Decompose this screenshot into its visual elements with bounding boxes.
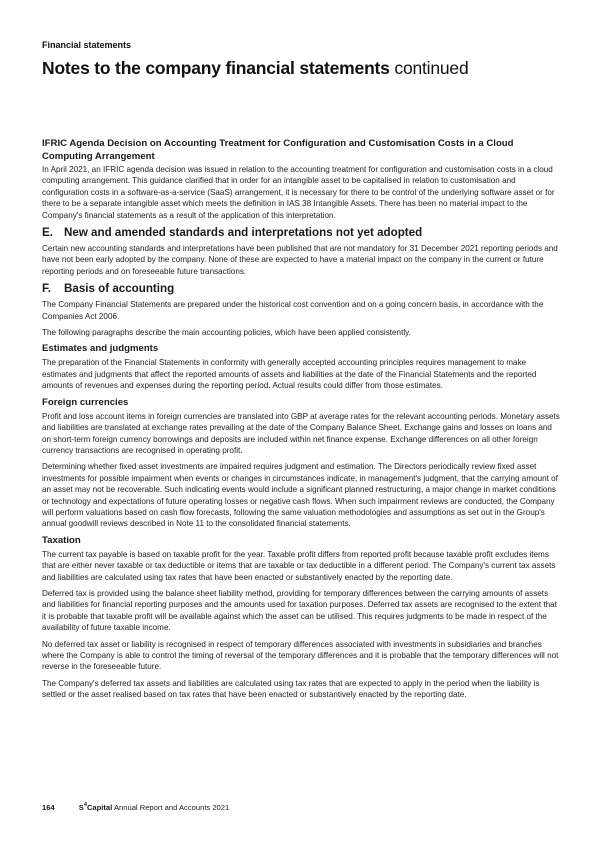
taxation-heading: Taxation xyxy=(42,534,81,546)
brand-prefix: S xyxy=(78,803,84,812)
section-e-paragraph: Certain new accounting standards and interpretations have been published that are not mandatory for 31 December 2021 reporting periods and have not been early adopted by the company. None of these are expected to have a material impact on the company in the current or future reporting periods and on foreseeable future transactions. xyxy=(42,244,558,276)
page-title-continued: continued xyxy=(394,58,469,78)
taxation-paragraph-2: Deferred tax is provided using the balance sheet liability method, providing for temporary differences between the carrying amounts of assets and liabilities for financial reporting purposes and the amounts used for taxation purposes. Deferred tax assets are recognised to the extent that it is probable that taxable profit will be available against which the asset can be utilised. This requires judgments to be made in respect of the availability of future taxable income. xyxy=(42,588,557,633)
estimates-heading: Estimates and judgments xyxy=(42,343,159,355)
section-e-title: New and amended standards and interpretations not yet adopted xyxy=(64,226,423,240)
page-title-main: Notes to the company financial statements xyxy=(42,58,390,78)
section-f-paragraph-2: The following paragraphs describe the main accounting policies, which have been applied consistently. xyxy=(42,328,411,338)
foreign-currencies-paragraph-2: Determining whether fixed asset investments are impaired requires judgment and estimation. The Directors periodically review fixed asset investments for possible impairment when events or changes in circumstances indicate, in management's judgment, that the carrying amount of an asset may not be recoverable. Such indicating events would include a significant planned restructuring, a major change in market conditions or technology and expectations of future operating losses or negative cash flows. When such impairment reviews are conducted, the Company will perform valuations based on cash flow forecasts, following the same valuation methodologies and assumptions as set out in the Group's annual goodwill reviews described in Note 11 to the consolidated financial statements. xyxy=(42,462,558,529)
taxation-paragraph-1: The current tax payable is based on taxable profit for the year. Taxable profit differs from reported profit because taxable profit excludes items that are either never taxable or tax deductible or items that are taxable or tax deductible in a different period. The Company's current tax assets and liabilities are calculated using tax rates that have been enacted or substantively enacted by the reporting date. xyxy=(42,549,556,582)
section-f-paragraph-1: The Company Financial Statements are prepared under the historical cost convention and on a going concern basis, in accordance with the Companies Act 2006. xyxy=(42,300,544,321)
taxation-paragraph-3: No deferred tax asset or liability is recognised in respect of temporary differences associated with investments in subsidiaries and branches where the Company is able to control the timing of reversal of the temporary differences and it is probable that the temporary differences will not reverse in the foreseeable future. xyxy=(42,639,559,672)
foreign-currencies-paragraph-1: Profit and loss account items in foreign currencies are translated into GBP at average rates for the relevant accounting periods. Monetary assets and liabilities are translated at exchange rates prevailing at the date of the Company Balance Sheet. Exchange gains and losses on loans and on short-term foreign currency borrowings and deposits are included within net finance expense. Exchange differences on all other foreign currency transactions are recognised in operating profit. xyxy=(42,411,560,455)
brand-suffix: Capital xyxy=(86,803,113,812)
brand-logo xyxy=(79,803,112,812)
foreign-currencies-heading: Foreign currencies xyxy=(42,396,129,408)
section-label: Financial statements xyxy=(42,40,132,50)
report-title: Annual Report and Accounts 2021 xyxy=(113,803,230,812)
ifric-paragraph: In April 2021, an IFRIC agenda decision was issued in relation to the accounting treatment for configuration and customisation costs in a cloud computing arrangement. This guidance clarified that in order for an intangible asset to be capitalised in relation to customisation and configuration costs in a software-as-a-service (SaaS) arrangement, it is necessary for there to be control of the underlying software asset or for there to be a separate intangible asset which meets the definition in IAS 38 Intangible Assets. There has been no material impact to the Company's financial statements as a result of the application of this interpretation. xyxy=(42,165,555,220)
brand-superscript: 4 xyxy=(83,802,87,808)
ifric-heading: IFRIC Agenda Decision on Accounting Treatment for Configuration and Customisation Costs in a Cloud Computing Arrangement xyxy=(42,138,514,162)
section-f-letter: F. xyxy=(42,282,52,296)
page-footer xyxy=(42,803,229,812)
estimates-paragraph: The preparation of the Financial Statements in conformity with generally accepted accounting principles requires management to make estimates and judgments that affect the reported amounts of assets and liabilities at the date of the Financial Statements and the reported amounts of revenues and expenses during the reporting period. Actual results could differ from those estimates. xyxy=(42,358,537,391)
page-number: 164 xyxy=(42,803,55,812)
section-e-letter: E. xyxy=(42,226,53,240)
taxation-paragraph-4: The Company's deferred tax assets and liabilities are calculated using tax rates that are expected to apply in the period when the liability is settled or the asset realised based on tax rates that have been enacted or substantively enacted by the reporting date. xyxy=(42,678,540,700)
section-e-heading xyxy=(42,226,562,240)
section-f-title: Basis of accounting xyxy=(64,282,175,296)
page-title xyxy=(42,58,469,79)
page-content xyxy=(42,138,562,706)
section-f-heading xyxy=(42,282,562,296)
